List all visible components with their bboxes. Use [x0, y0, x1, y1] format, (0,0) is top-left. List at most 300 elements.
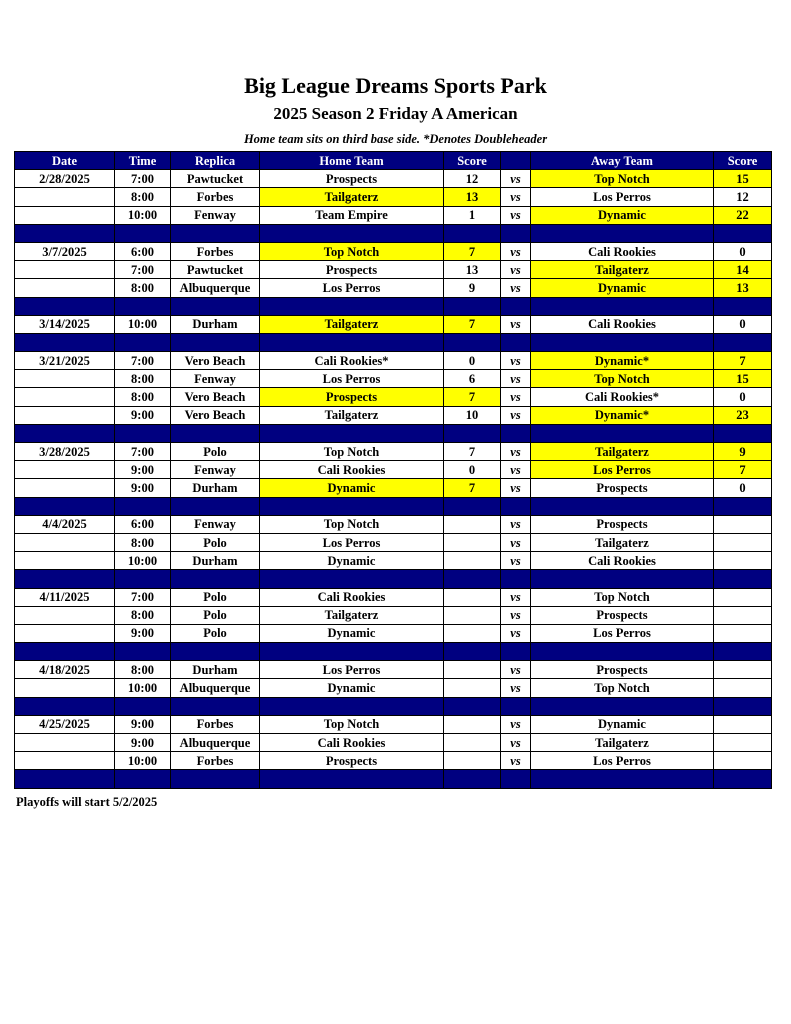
- vs-cell: vs: [501, 388, 531, 406]
- away-team-cell: Cali Rookies: [531, 242, 714, 260]
- replica-cell: Polo: [171, 443, 260, 461]
- replica-cell: Polo: [171, 624, 260, 642]
- separator-cell: [501, 770, 531, 788]
- game-row: [15, 752, 772, 770]
- away-team-cell: Cali Rookies*: [531, 388, 714, 406]
- time-cell: 8:00: [115, 370, 171, 388]
- replica-cell: Vero Beach: [171, 406, 260, 424]
- away-score-cell: 0: [714, 479, 772, 497]
- replica-cell: Durham: [171, 479, 260, 497]
- vs-cell: vs: [501, 515, 531, 533]
- away-team-cell: Tailgaterz: [531, 261, 714, 279]
- page-subtitle: 2025 Season 2 Friday A American: [273, 104, 518, 123]
- separator-cell: [444, 297, 501, 315]
- time-cell: 7:00: [115, 588, 171, 606]
- separator-cell: [115, 333, 171, 351]
- date-cell: [15, 679, 115, 697]
- separator-cell: [15, 643, 115, 661]
- home-score-cell: 13: [444, 188, 501, 206]
- home-team-cell: Los Perros: [260, 533, 444, 551]
- away-score-cell: [714, 552, 772, 570]
- header-row: [15, 152, 772, 170]
- separator-cell: [501, 224, 531, 242]
- separator-cell: [501, 643, 531, 661]
- separator-cell: [531, 497, 714, 515]
- home-score-cell: [444, 552, 501, 570]
- time-cell: 8:00: [115, 661, 171, 679]
- time-cell: 9:00: [115, 734, 171, 752]
- game-row: [15, 242, 772, 260]
- date-cell: [15, 552, 115, 570]
- vs-cell: vs: [501, 188, 531, 206]
- away-team-cell: Los Perros: [531, 752, 714, 770]
- away-score-cell: [714, 533, 772, 551]
- away-team-cell: Tailgaterz: [531, 443, 714, 461]
- replica-cell: Forbes: [171, 242, 260, 260]
- replica-cell: Vero Beach: [171, 388, 260, 406]
- vs-cell: vs: [501, 461, 531, 479]
- away-score-cell: [714, 515, 772, 533]
- separator-cell: [501, 333, 531, 351]
- time-cell: 10:00: [115, 679, 171, 697]
- separator-cell: [171, 297, 260, 315]
- date-cell: [15, 752, 115, 770]
- separator-cell: [115, 570, 171, 588]
- time-cell: 7:00: [115, 261, 171, 279]
- date-cell: [15, 206, 115, 224]
- game-row: [15, 206, 772, 224]
- away-score-cell: 15: [714, 170, 772, 188]
- game-row: [15, 515, 772, 533]
- vs-cell: vs: [501, 533, 531, 551]
- separator-cell: [115, 297, 171, 315]
- separator-cell: [714, 297, 772, 315]
- date-cell: 4/4/2025: [15, 515, 115, 533]
- date-cell: [15, 461, 115, 479]
- separator-cell: [171, 697, 260, 715]
- away-team-cell: Cali Rookies: [531, 552, 714, 570]
- vs-cell: vs: [501, 588, 531, 606]
- away-score-cell: 15: [714, 370, 772, 388]
- home-score-cell: 7: [444, 443, 501, 461]
- separator-cell: [260, 297, 444, 315]
- replica-cell: Durham: [171, 661, 260, 679]
- away-team-cell: Dynamic: [531, 206, 714, 224]
- separator-cell: [501, 297, 531, 315]
- separator-cell: [171, 224, 260, 242]
- vs-cell: vs: [501, 352, 531, 370]
- home-score-cell: 0: [444, 352, 501, 370]
- home-team-cell: Prospects: [260, 388, 444, 406]
- game-row: [15, 679, 772, 697]
- col-date-header: Date: [15, 152, 115, 170]
- replica-cell: Albuquerque: [171, 279, 260, 297]
- date-cell: [15, 261, 115, 279]
- separator-cell: [714, 424, 772, 442]
- separator-cell: [260, 697, 444, 715]
- home-score-cell: [444, 715, 501, 733]
- home-team-cell: Cali Rookies: [260, 461, 444, 479]
- away-score-cell: 23: [714, 406, 772, 424]
- time-cell: 7:00: [115, 352, 171, 370]
- week-separator: [15, 497, 772, 515]
- home-score-cell: 7: [444, 242, 501, 260]
- home-score-cell: [444, 661, 501, 679]
- game-row: [15, 188, 772, 206]
- vs-cell: vs: [501, 206, 531, 224]
- time-cell: 8:00: [115, 388, 171, 406]
- game-row: [15, 279, 772, 297]
- replica-cell: Durham: [171, 315, 260, 333]
- date-cell: [15, 479, 115, 497]
- separator-cell: [714, 697, 772, 715]
- away-team-cell: Dynamic*: [531, 406, 714, 424]
- away-score-cell: 0: [714, 242, 772, 260]
- separator-cell: [444, 770, 501, 788]
- replica-cell: Forbes: [171, 188, 260, 206]
- home-team-cell: Tailgaterz: [260, 406, 444, 424]
- separator-cell: [501, 697, 531, 715]
- separator-cell: [260, 224, 444, 242]
- home-score-cell: [444, 606, 501, 624]
- home-score-cell: 10: [444, 406, 501, 424]
- home-team-cell: Cali Rookies: [260, 588, 444, 606]
- replica-cell: Fenway: [171, 206, 260, 224]
- separator-cell: [531, 697, 714, 715]
- separator-cell: [260, 497, 444, 515]
- time-cell: 8:00: [115, 606, 171, 624]
- home-team-cell: Los Perros: [260, 279, 444, 297]
- vs-cell: vs: [501, 261, 531, 279]
- game-row: [15, 734, 772, 752]
- separator-cell: [714, 497, 772, 515]
- col-time-header: Time: [115, 152, 171, 170]
- separator-cell: [171, 570, 260, 588]
- separator-cell: [714, 643, 772, 661]
- separator-cell: [444, 224, 501, 242]
- vs-cell: vs: [501, 406, 531, 424]
- home-score-cell: 6: [444, 370, 501, 388]
- separator-cell: [171, 333, 260, 351]
- replica-cell: Forbes: [171, 752, 260, 770]
- game-row: [15, 588, 772, 606]
- away-score-cell: 7: [714, 461, 772, 479]
- week-separator: [15, 224, 772, 242]
- away-score-cell: 7: [714, 352, 772, 370]
- away-team-cell: Prospects: [531, 661, 714, 679]
- time-cell: 6:00: [115, 515, 171, 533]
- home-team-cell: Tailgaterz: [260, 188, 444, 206]
- col-replica-header: Replica: [171, 152, 260, 170]
- replica-cell: Fenway: [171, 370, 260, 388]
- away-score-cell: 0: [714, 388, 772, 406]
- playoffs-note: Playoffs will start 5/2/2025: [16, 795, 158, 809]
- date-cell: 3/21/2025: [15, 352, 115, 370]
- away-score-cell: 9: [714, 443, 772, 461]
- home-team-cell: Los Perros: [260, 370, 444, 388]
- time-cell: 8:00: [115, 188, 171, 206]
- separator-cell: [531, 224, 714, 242]
- home-team-cell: Prospects: [260, 170, 444, 188]
- away-team-cell: Tailgaterz: [531, 734, 714, 752]
- separator-cell: [444, 424, 501, 442]
- replica-cell: Polo: [171, 606, 260, 624]
- date-cell: 2/28/2025: [15, 170, 115, 188]
- separator-cell: [531, 770, 714, 788]
- replica-cell: Pawtucket: [171, 261, 260, 279]
- replica-cell: Albuquerque: [171, 679, 260, 697]
- vs-cell: vs: [501, 752, 531, 770]
- date-cell: [15, 279, 115, 297]
- time-cell: 9:00: [115, 479, 171, 497]
- away-team-cell: Los Perros: [531, 624, 714, 642]
- home-team-cell: Team Empire: [260, 206, 444, 224]
- game-row: [15, 552, 772, 570]
- separator-cell: [115, 643, 171, 661]
- time-cell: 7:00: [115, 170, 171, 188]
- home-score-cell: 7: [444, 479, 501, 497]
- home-team-cell: Los Perros: [260, 661, 444, 679]
- vs-cell: vs: [501, 734, 531, 752]
- vs-cell: vs: [501, 624, 531, 642]
- away-team-cell: Tailgaterz: [531, 533, 714, 551]
- vs-cell: vs: [501, 479, 531, 497]
- game-row: [15, 624, 772, 642]
- away-team-cell: Dynamic: [531, 279, 714, 297]
- separator-cell: [444, 333, 501, 351]
- separator-cell: [714, 333, 772, 351]
- away-team-cell: Prospects: [531, 479, 714, 497]
- separator-cell: [115, 424, 171, 442]
- date-cell: 4/11/2025: [15, 588, 115, 606]
- home-score-cell: [444, 533, 501, 551]
- date-cell: 4/18/2025: [15, 661, 115, 679]
- date-cell: 3/7/2025: [15, 242, 115, 260]
- date-cell: [15, 533, 115, 551]
- date-cell: [15, 370, 115, 388]
- separator-cell: [714, 224, 772, 242]
- date-cell: [15, 388, 115, 406]
- home-score-cell: [444, 588, 501, 606]
- replica-cell: Polo: [171, 533, 260, 551]
- away-score-cell: [714, 715, 772, 733]
- replica-cell: Fenway: [171, 515, 260, 533]
- away-team-cell: Top Notch: [531, 170, 714, 188]
- home-team-cell: Cali Rookies*: [260, 352, 444, 370]
- separator-cell: [15, 770, 115, 788]
- away-team-cell: Prospects: [531, 515, 714, 533]
- away-score-cell: 12: [714, 188, 772, 206]
- home-team-cell: Cali Rookies: [260, 734, 444, 752]
- game-row: [15, 261, 772, 279]
- col-away-team-header: Away Team: [531, 152, 714, 170]
- home-team-cell: Top Notch: [260, 242, 444, 260]
- home-team-cell: Prospects: [260, 752, 444, 770]
- date-cell: [15, 406, 115, 424]
- date-cell: [15, 188, 115, 206]
- separator-cell: [260, 643, 444, 661]
- time-cell: 10:00: [115, 206, 171, 224]
- away-score-cell: [714, 606, 772, 624]
- separator-cell: [115, 770, 171, 788]
- separator-cell: [444, 697, 501, 715]
- home-team-cell: Prospects: [260, 261, 444, 279]
- game-row: [15, 370, 772, 388]
- away-team-cell: Los Perros: [531, 188, 714, 206]
- separator-cell: [714, 770, 772, 788]
- home-score-cell: [444, 624, 501, 642]
- separator-cell: [171, 770, 260, 788]
- game-row: [15, 715, 772, 733]
- replica-cell: Albuquerque: [171, 734, 260, 752]
- separator-cell: [531, 333, 714, 351]
- home-team-cell: Tailgaterz: [260, 315, 444, 333]
- date-cell: 3/14/2025: [15, 315, 115, 333]
- separator-cell: [501, 497, 531, 515]
- game-row: [15, 461, 772, 479]
- vs-cell: vs: [501, 315, 531, 333]
- away-team-cell: Dynamic: [531, 715, 714, 733]
- separator-cell: [15, 570, 115, 588]
- week-separator: [15, 424, 772, 442]
- date-cell: 4/25/2025: [15, 715, 115, 733]
- separator-cell: [501, 570, 531, 588]
- time-cell: 6:00: [115, 242, 171, 260]
- separator-cell: [260, 570, 444, 588]
- time-cell: 9:00: [115, 406, 171, 424]
- home-team-cell: Dynamic: [260, 624, 444, 642]
- separator-cell: [260, 333, 444, 351]
- away-team-cell: Top Notch: [531, 588, 714, 606]
- page-title: Big League Dreams Sports Park: [244, 73, 547, 98]
- home-score-cell: 12: [444, 170, 501, 188]
- separator-cell: [531, 424, 714, 442]
- separator-cell: [501, 424, 531, 442]
- date-cell: [15, 734, 115, 752]
- col-vs-header: [501, 152, 531, 170]
- away-team-cell: Top Notch: [531, 679, 714, 697]
- home-score-cell: 13: [444, 261, 501, 279]
- time-cell: 9:00: [115, 461, 171, 479]
- col-home-team-header: Home Team: [260, 152, 444, 170]
- week-separator: [15, 570, 772, 588]
- home-team-cell: Dynamic: [260, 679, 444, 697]
- home-score-cell: 7: [444, 388, 501, 406]
- away-score-cell: [714, 734, 772, 752]
- separator-cell: [444, 497, 501, 515]
- home-score-cell: 0: [444, 461, 501, 479]
- away-team-cell: Los Perros: [531, 461, 714, 479]
- vs-cell: vs: [501, 370, 531, 388]
- away-score-cell: [714, 624, 772, 642]
- separator-cell: [171, 424, 260, 442]
- separator-cell: [714, 570, 772, 588]
- separator-cell: [15, 424, 115, 442]
- vs-cell: vs: [501, 242, 531, 260]
- separator-cell: [260, 424, 444, 442]
- separator-cell: [531, 297, 714, 315]
- home-score-cell: 1: [444, 206, 501, 224]
- vs-cell: vs: [501, 661, 531, 679]
- vs-cell: vs: [501, 552, 531, 570]
- game-row: [15, 352, 772, 370]
- game-row: [15, 533, 772, 551]
- time-cell: 9:00: [115, 624, 171, 642]
- game-row: [15, 170, 772, 188]
- separator-cell: [115, 224, 171, 242]
- separator-cell: [15, 497, 115, 515]
- home-team-cell: Top Notch: [260, 443, 444, 461]
- replica-cell: Durham: [171, 552, 260, 570]
- away-score-cell: [714, 588, 772, 606]
- week-separator: [15, 297, 772, 315]
- game-row: [15, 443, 772, 461]
- home-team-cell: Dynamic: [260, 552, 444, 570]
- vs-cell: vs: [501, 715, 531, 733]
- separator-cell: [531, 570, 714, 588]
- time-cell: 10:00: [115, 315, 171, 333]
- home-score-cell: 9: [444, 279, 501, 297]
- week-separator: [15, 697, 772, 715]
- game-row: [15, 315, 772, 333]
- time-cell: 10:00: [115, 552, 171, 570]
- replica-cell: Fenway: [171, 461, 260, 479]
- game-row: [15, 479, 772, 497]
- home-score-cell: [444, 679, 501, 697]
- separator-cell: [444, 570, 501, 588]
- separator-cell: [260, 770, 444, 788]
- schedule-note: Home team sits on third base side. *Denotes Doubleheader: [243, 132, 548, 146]
- replica-cell: Vero Beach: [171, 352, 260, 370]
- col-home-score-header: Score: [444, 152, 501, 170]
- vs-cell: vs: [501, 443, 531, 461]
- time-cell: 9:00: [115, 715, 171, 733]
- away-team-cell: Dynamic*: [531, 352, 714, 370]
- vs-cell: vs: [501, 170, 531, 188]
- away-score-cell: 13: [714, 279, 772, 297]
- home-score-cell: 7: [444, 315, 501, 333]
- replica-cell: Pawtucket: [171, 170, 260, 188]
- time-cell: 7:00: [115, 443, 171, 461]
- date-cell: [15, 606, 115, 624]
- week-separator: [15, 333, 772, 351]
- separator-cell: [15, 297, 115, 315]
- away-score-cell: [714, 679, 772, 697]
- home-score-cell: [444, 515, 501, 533]
- separator-cell: [171, 497, 260, 515]
- game-row: [15, 388, 772, 406]
- week-separator: [15, 770, 772, 788]
- game-row: [15, 606, 772, 624]
- separator-cell: [15, 697, 115, 715]
- time-cell: 8:00: [115, 279, 171, 297]
- separator-cell: [531, 643, 714, 661]
- away-team-cell: Top Notch: [531, 370, 714, 388]
- away-team-cell: Prospects: [531, 606, 714, 624]
- date-cell: 3/28/2025: [15, 443, 115, 461]
- date-cell: [15, 624, 115, 642]
- week-separator: [15, 643, 772, 661]
- home-team-cell: Dynamic: [260, 479, 444, 497]
- col-away-score-header: Score: [714, 152, 772, 170]
- replica-cell: Polo: [171, 588, 260, 606]
- away-team-cell: Cali Rookies: [531, 315, 714, 333]
- separator-cell: [444, 643, 501, 661]
- home-score-cell: [444, 734, 501, 752]
- away-score-cell: 14: [714, 261, 772, 279]
- home-score-cell: [444, 752, 501, 770]
- schedule-table: [14, 151, 772, 789]
